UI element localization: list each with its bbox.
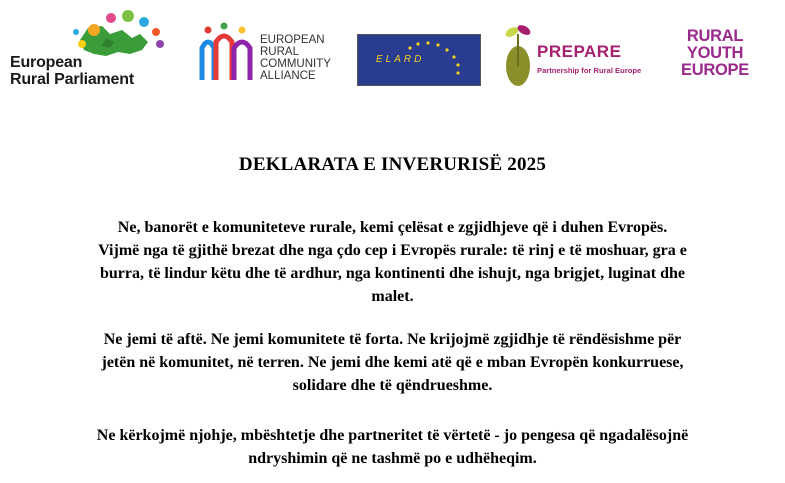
paragraph-line: Ne jemi të aftë. Ne jemi komunitete të forta. Ne krijojmë zgjidhje të rëndësishme për <box>103 331 682 348</box>
paragraph-line: Ne kërkojmë njohje, mbështetje dhe partneritet të vërtetë - jo pengesa që ngadalësojnë <box>96 427 689 444</box>
paragraph-line: malet. <box>371 288 414 305</box>
paragraph-line: ndryshimin që ne tashmë po e udhëheqim. <box>248 450 537 467</box>
rural-youth-europe-logo <box>665 28 775 92</box>
partner-logos <box>0 0 785 110</box>
paragraph-line: burra, të lindur këtu dhe të ardhur, nga kontinenti dhe ishujt, nga brigjet, luginat dhe <box>100 265 685 282</box>
rye-line2: YOUTH <box>686 44 744 62</box>
erca-line2: RURAL <box>260 46 299 58</box>
rye-line1: RURAL <box>686 27 744 45</box>
erca-line1: EUROPEAN <box>260 34 325 46</box>
elard-logo <box>357 34 481 86</box>
speech-bubbles-map-icon <box>10 8 178 58</box>
paragraph-line: Vijmë nga të gjithë brezat dhe nga çdo cep i Evropës rurale: të rinj e të moshuar, gra e <box>98 242 687 259</box>
paragraph-3 <box>0 424 785 470</box>
declaration-title: DEKLARATA E INVERURISË 2025 <box>238 154 547 175</box>
european-rural-parliament-logo <box>10 8 178 94</box>
erca-logo <box>198 20 348 92</box>
erca-line3: COMMUNITY <box>260 58 331 70</box>
erca-line4: ALLIANCE <box>260 70 316 82</box>
people-arches-icon <box>198 20 258 92</box>
elard-text: ELARD <box>376 54 425 65</box>
paragraph-2 <box>0 328 785 397</box>
sprout-icon <box>500 22 536 90</box>
rye-line3: EUROPE <box>681 61 749 79</box>
prepare-name: PREPARE <box>537 42 622 61</box>
paragraph-line: jetën në komunitet, në terren. Ne jemi dhe kemi atë që e mban Evropën konkurruese, <box>101 354 684 371</box>
paragraph-line: Ne, banorët e komuniteteve rurale, kemi çelësat e zgjidhjeve që i duhen Evropës. <box>117 219 668 236</box>
paragraph-1 <box>0 216 785 308</box>
prepare-logo <box>500 22 650 90</box>
erp-line2: Rural Parliament <box>10 71 134 88</box>
erp-line1: European <box>10 54 83 71</box>
prepare-subtitle: Partnership for Rural Europe <box>537 66 642 75</box>
paragraph-line: solidare dhe të qëndrueshme. <box>292 377 493 394</box>
